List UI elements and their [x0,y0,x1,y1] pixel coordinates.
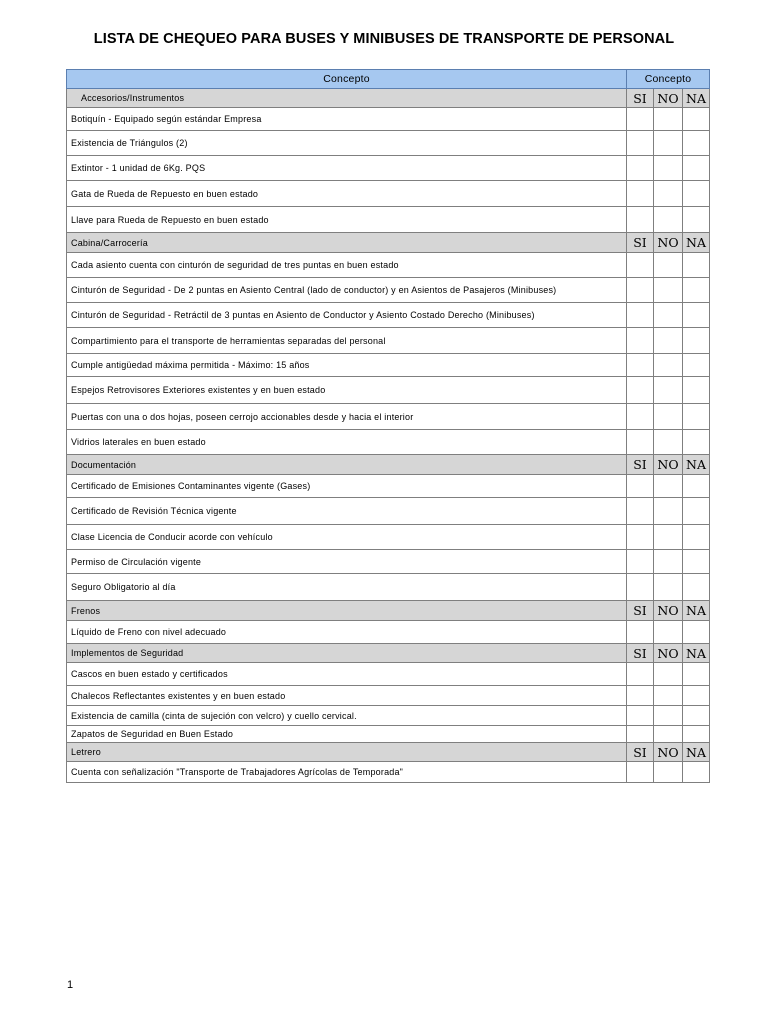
option-label-na: NA [683,743,710,762]
checklist-item-label: Cuenta con señalización "Transporte de Trabajadores Agrícolas de Temporada" [67,762,627,783]
page-number: 1 [67,979,74,991]
check-cell-na[interactable] [683,156,710,181]
concept-column-header: Concepto [67,70,627,89]
check-cell-na[interactable] [683,762,710,783]
checklist-item-row [67,156,710,181]
checklist-item-row [67,328,710,354]
option-label-no: NO [654,644,683,663]
check-cell-no[interactable] [654,550,683,574]
document-title: LISTA DE CHEQUEO PARA BUSES Y MINIBUSES DE TRANSPORTE DE PERSONAL [93,31,675,47]
check-cell-si[interactable] [627,278,654,303]
table-header-row [67,70,710,89]
check-cell-na[interactable] [683,377,710,404]
check-cell-na[interactable] [683,404,710,430]
checklist-item-row [67,663,710,686]
check-cell-na[interactable] [683,328,710,354]
option-label-si: SI [627,644,654,663]
check-cell-no[interactable] [654,156,683,181]
check-cell-na[interactable] [683,354,710,377]
option-label-si: SI [627,743,654,762]
check-cell-si[interactable] [627,621,654,644]
checklist-item-label: Cada asiento cuenta con cinturón de seguridad de tres puntas en buen estado [67,253,627,278]
checklist-item-row [67,253,710,278]
check-cell-no[interactable] [654,278,683,303]
check-cell-na[interactable] [683,253,710,278]
check-cell-no[interactable] [654,131,683,156]
checklist-item-label: Certificado de Emisiones Contaminantes vigente (Gases) [67,475,627,498]
check-cell-si[interactable] [627,108,654,131]
checklist-item-row [67,525,710,550]
checklist-item-label: Certificado de Revisión Técnica vigente [67,498,627,525]
section-title: Accesorios/Instrumentos [67,89,627,108]
check-cell-na[interactable] [683,181,710,207]
check-cell-si[interactable] [627,207,654,233]
section-row [67,601,710,621]
check-cell-na[interactable] [683,686,710,706]
checklist-item-row [67,108,710,131]
checklist-item-row [67,278,710,303]
check-cell-no[interactable] [654,207,683,233]
check-cell-si[interactable] [627,686,654,706]
check-cell-no[interactable] [654,108,683,131]
checklist-item-label: Permiso de Circulación vigente [67,550,627,574]
check-cell-na[interactable] [683,706,710,726]
checklist-item-row [67,404,710,430]
check-cell-no[interactable] [654,706,683,726]
check-cell-si[interactable] [627,156,654,181]
check-cell-si[interactable] [627,525,654,550]
check-cell-na[interactable] [683,663,710,686]
checklist-item-row [67,377,710,404]
checklist-item-row [67,475,710,498]
check-cell-si[interactable] [627,762,654,783]
check-cell-na[interactable] [683,525,710,550]
check-cell-na[interactable] [683,475,710,498]
section-title: Letrero [67,743,627,762]
check-cell-si[interactable] [627,303,654,328]
checklist-item-row [67,430,710,455]
check-cell-si[interactable] [627,498,654,525]
checklist-item-label: Llave para Rueda de Repuesto en buen estado [67,207,627,233]
checklist-item-row [67,726,710,743]
section-title: Implementos de Seguridad [67,644,627,663]
option-label-si: SI [627,601,654,621]
check-cell-si[interactable] [627,131,654,156]
option-label-no: NO [654,233,683,253]
option-label-na: NA [683,233,710,253]
option-label-na: NA [683,455,710,475]
option-label-no: NO [654,743,683,762]
check-cell-si[interactable] [627,377,654,404]
check-cell-no[interactable] [654,328,683,354]
section-row [67,455,710,475]
check-cell-no[interactable] [654,525,683,550]
check-cell-no[interactable] [654,726,683,743]
check-cell-no[interactable] [654,663,683,686]
option-label-no: NO [654,455,683,475]
checklist-item-label: Cumple antigüedad máxima permitida - Máximo: 15 años [67,354,627,377]
check-cell-no[interactable] [654,762,683,783]
checklist-item-row [67,550,710,574]
checklist-item-label: Extintor - 1 unidad de 6Kg. PQS [67,156,627,181]
checklist-item-label: Chalecos Reflectantes existentes y en buen estado [67,686,627,706]
check-cell-na[interactable] [683,574,710,601]
checklist-item-label: Cinturón de Seguridad - De 2 puntas en Asiento Central (lado de conductor) y en Asientos de Pasajeros (Minibuses) [67,278,627,303]
check-cell-no[interactable] [654,354,683,377]
checklist-item-label: Seguro Obligatorio al día [67,574,627,601]
check-cell-si[interactable] [627,181,654,207]
check-cell-no[interactable] [654,498,683,525]
section-row [67,89,710,108]
check-cell-si[interactable] [627,430,654,455]
check-cell-si[interactable] [627,253,654,278]
check-cell-na[interactable] [683,550,710,574]
checklist-item-label: Gata de Rueda de Repuesto en buen estado [67,181,627,207]
check-column-header: Concepto [627,70,710,89]
check-cell-no[interactable] [654,430,683,455]
checklist-table [66,69,710,783]
option-label-si: SI [627,89,654,108]
checklist-item-label: Existencia de Triángulos (2) [67,131,627,156]
check-cell-si[interactable] [627,550,654,574]
checklist-item-row [67,131,710,156]
checklist-item-label: Zapatos de Seguridad en Buen Estado [67,726,627,743]
checklist-item-label: Líquido de Freno con nivel adecuado [67,621,627,644]
checklist-item-label: Espejos Retrovisores Exteriores existentes y en buen estado [67,377,627,404]
check-cell-si[interactable] [627,663,654,686]
check-cell-no[interactable] [654,686,683,706]
check-cell-na[interactable] [683,278,710,303]
checklist-item-row [67,762,710,783]
check-cell-no[interactable] [654,621,683,644]
checklist-item-row [67,621,710,644]
section-title: Documentación [67,455,627,475]
option-label-na: NA [683,644,710,663]
checklist-item-row [67,706,710,726]
checklist-item-row [67,574,710,601]
option-label-si: SI [627,455,654,475]
checklist-item-label: Vidrios laterales en buen estado [67,430,627,455]
check-cell-si[interactable] [627,726,654,743]
option-label-na: NA [683,89,710,108]
section-title: Frenos [67,601,627,621]
option-label-no: NO [654,89,683,108]
check-cell-si[interactable] [627,574,654,601]
checklist-item-label: Existencia de camilla (cinta de sujeción con velcro) y cuello cervical. [67,706,627,726]
checklist-item-row [67,181,710,207]
check-cell-si[interactable] [627,354,654,377]
checklist-item-row [67,498,710,525]
check-cell-na[interactable] [683,621,710,644]
check-cell-na[interactable] [683,498,710,525]
check-cell-na[interactable] [683,108,710,131]
checklist-item-label: Clase Licencia de Conducir acorde con vehículo [67,525,627,550]
checklist-item-row [67,686,710,706]
check-cell-na[interactable] [683,303,710,328]
check-cell-no[interactable] [654,181,683,207]
check-cell-na[interactable] [683,726,710,743]
section-row [67,233,710,253]
check-cell-no[interactable] [654,253,683,278]
check-cell-si[interactable] [627,706,654,726]
check-cell-no[interactable] [654,303,683,328]
checklist-item-row [67,303,710,328]
check-cell-no[interactable] [654,404,683,430]
section-title: Cabina/Carrocería [67,233,627,253]
check-cell-no[interactable] [654,377,683,404]
section-row [67,743,710,762]
option-label-si: SI [627,233,654,253]
option-label-no: NO [654,601,683,621]
check-cell-si[interactable] [627,475,654,498]
checklist-item-label: Puertas con una o dos hojas, poseen cerrojo accionables desde y hacia el interior [67,404,627,430]
check-cell-na[interactable] [683,207,710,233]
check-cell-si[interactable] [627,328,654,354]
checklist-item-label: Cascos en buen estado y certificados [67,663,627,686]
section-row [67,644,710,663]
check-cell-na[interactable] [683,430,710,455]
checklist-item-label: Compartimiento para el transporte de herramientas separadas del personal [67,328,627,354]
checklist-item-label: Cinturón de Seguridad - Retráctil de 3 puntas en Asiento de Conductor y Asiento Costado Derecho (Minibuses) [67,303,627,328]
check-cell-na[interactable] [683,131,710,156]
check-cell-no[interactable] [654,574,683,601]
option-label-na: NA [683,601,710,621]
checklist-item-label: Botiquín - Equipado según estándar Empresa [67,108,627,131]
checklist-item-row [67,207,710,233]
checklist-item-row [67,354,710,377]
check-cell-si[interactable] [627,404,654,430]
check-cell-no[interactable] [654,475,683,498]
